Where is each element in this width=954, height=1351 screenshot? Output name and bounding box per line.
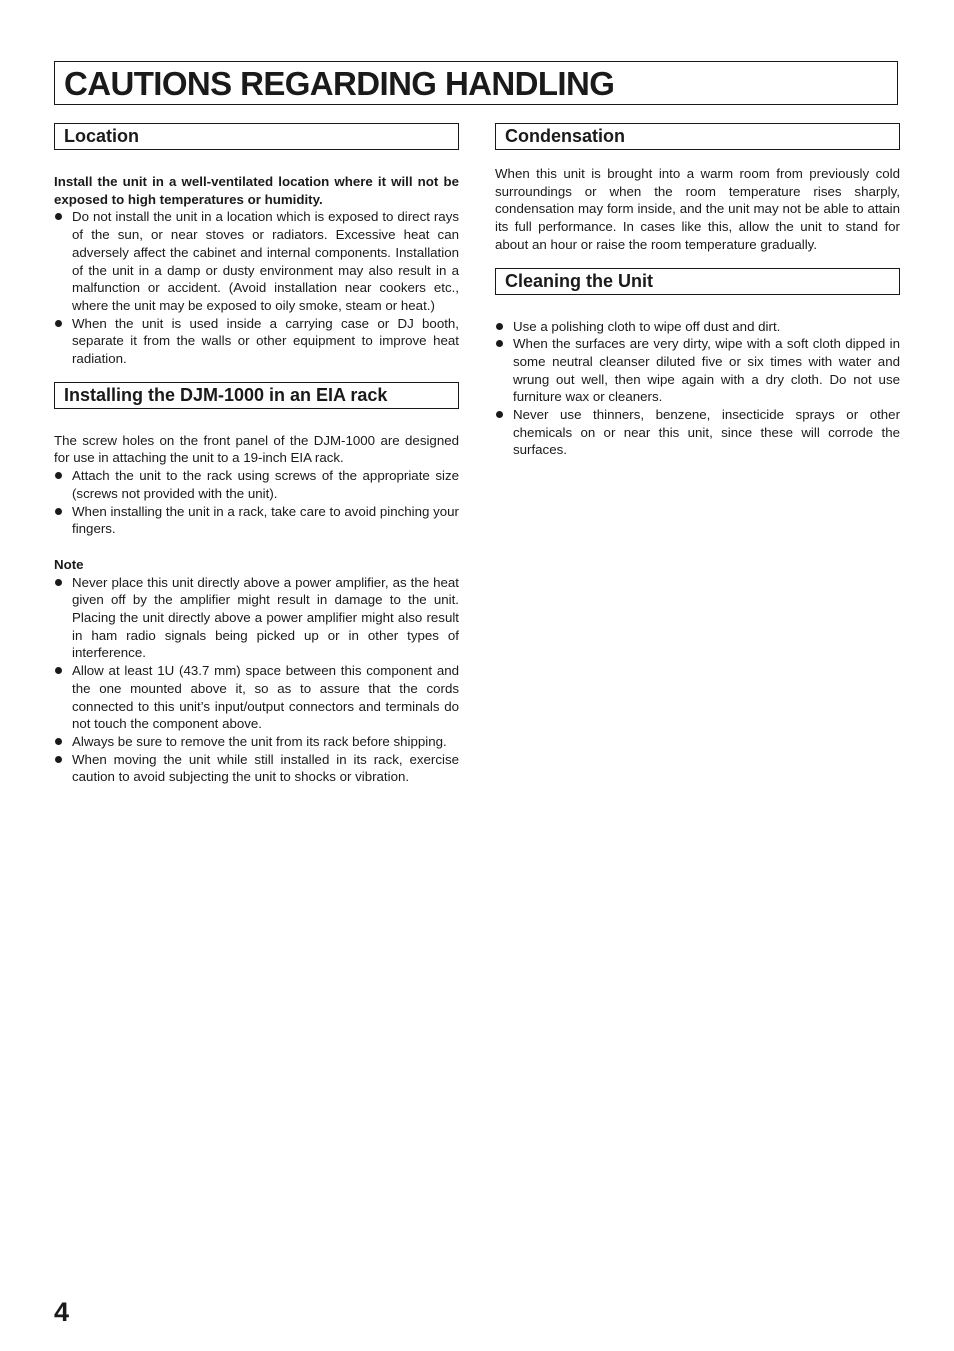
location-intro: Install the unit in a well-ventilated location where it will not be exposed to high temperatures or humidity.: [54, 174, 459, 207]
bullet-icon: [496, 340, 503, 347]
cleaning-heading: Cleaning the Unit: [495, 268, 900, 295]
list-item: When the unit is used inside a carrying case or DJ booth, separate it from the walls or other equipment to improve heat radiation.: [54, 315, 459, 368]
bullet-icon: [55, 472, 62, 479]
bullet-icon: [55, 756, 62, 763]
bullet-icon: [496, 411, 503, 418]
left-column: [54, 123, 459, 786]
location-heading: Location: [54, 123, 459, 150]
list-item: Attach the unit to the rack using screws of the appropriate size (screws not provided with the unit).: [54, 467, 459, 502]
list-item: Never use thinners, benzene, insecticide sprays or other chemicals on or near this unit, since these will corrode the surfaces.: [495, 406, 900, 459]
location-bullets: [54, 208, 459, 367]
page-title-box: [54, 61, 898, 105]
list-item: Use a polishing cloth to wipe off dust and dirt.: [495, 318, 900, 336]
list-item: When installing the unit in a rack, take care to avoid pinching your fingers.: [54, 503, 459, 538]
bullet-icon: [55, 579, 62, 586]
right-column: [495, 123, 900, 459]
page-number: 4: [54, 1297, 70, 1327]
bullet-icon: [55, 213, 62, 220]
bullet-icon: [55, 320, 62, 327]
bullet-icon: [55, 508, 62, 515]
condensation-text: When this unit is brought into a warm room from previously cold surroundings or when the room temperature rises sharply, condensation may form inside, and the unit may not be able to attain its full performance. In cases like this, allow the unit to stand for about an hour or raise the room temperature gradually.: [495, 166, 900, 252]
bullet-icon: [55, 667, 62, 674]
bullet-icon: [496, 323, 503, 330]
list-item: Always be sure to remove the unit from its rack before shipping.: [54, 733, 459, 751]
note-label: Note: [54, 556, 84, 572]
list-item: When the surfaces are very dirty, wipe with a soft cloth dipped in some neutral cleanser diluted five or six times with water and wrung out well, then wipe again with a dry cloth. Do not use furniture wax or cleaners.: [495, 335, 900, 406]
rack-bullets: [54, 467, 459, 538]
bullet-icon: [55, 738, 62, 745]
note-bullets: [54, 574, 459, 786]
page-title: CAUTIONS REGARDING HANDLING: [64, 65, 615, 102]
list-item: Do not install the unit in a location which is exposed to direct rays of the sun, or near stoves or radiators. Excessive heat can adversely affect the cabinet and internal components. Installation of the unit in a damp or dusty environment may also result in a malfunction or accident. (Avoid installation near cookers etc., where the unit may be exposed to oily smoke, steam or heat.): [54, 208, 459, 314]
list-item: Never place this unit directly above a power amplifier, as the heat given off by the amplifier might result in damage to the unit. Placing the unit directly above a power amplifier might also result in ham radio signals being picked up or in other types of interference.: [54, 574, 459, 663]
rack-intro: The screw holes on the front panel of the DJM-1000 are designed for use in attaching the unit to a 19-inch EIA rack.: [54, 432, 459, 466]
condensation-heading: Condensation: [495, 123, 900, 150]
cleaning-bullets: [495, 318, 900, 460]
list-item: Allow at least 1U (43.7 mm) space between this component and the one mounted above it, so as to assure that the cords connected to this unit’s input/output connectors and terminals do not touch the component above.: [54, 662, 459, 733]
rack-heading: Installing the DJM-1000 in an EIA rack: [54, 382, 459, 409]
list-item: When moving the unit while still installed in its rack, exercise caution to avoid subjecting the unit to shocks or vibration.: [54, 751, 459, 786]
